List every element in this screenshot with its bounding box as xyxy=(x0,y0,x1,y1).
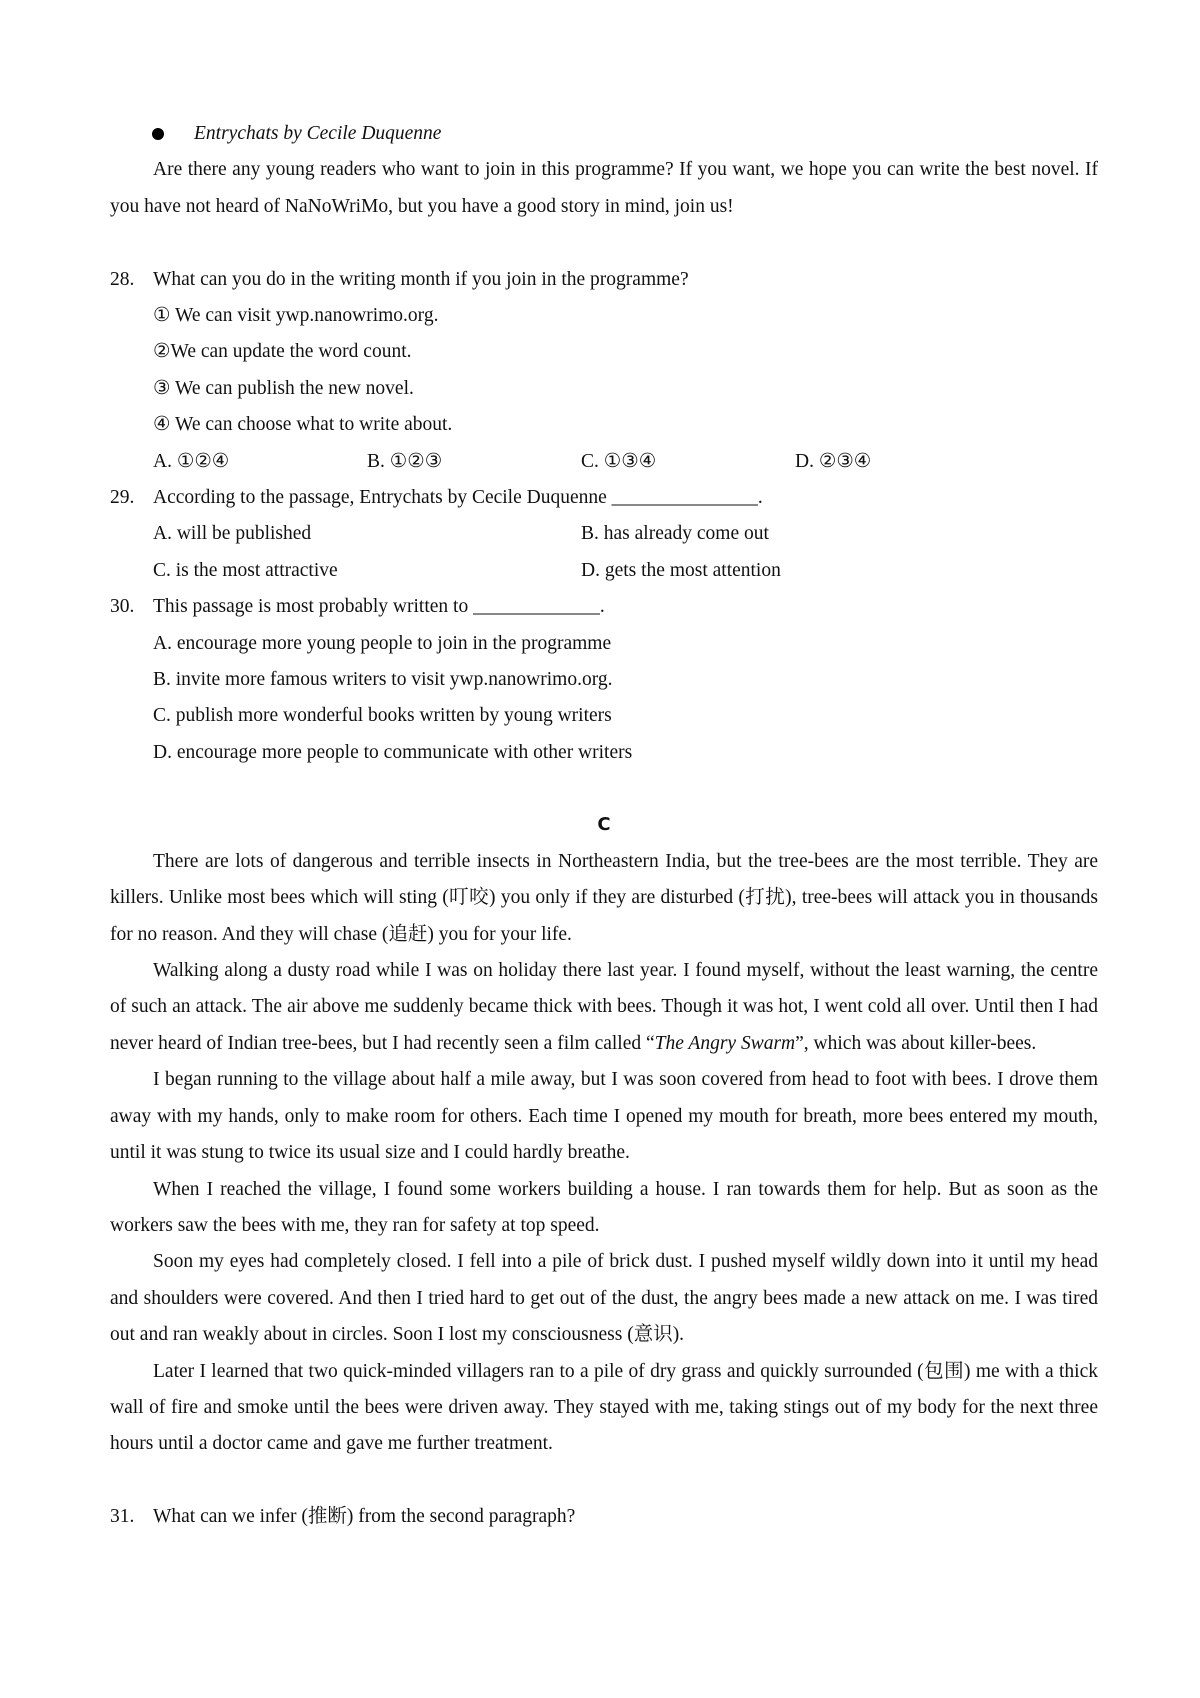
question-text: What can we infer (推断) from the second paragraph? xyxy=(153,1506,576,1528)
question-29 xyxy=(110,480,1098,516)
option-d[interactable]: D. ②③④ xyxy=(795,450,872,472)
options-row xyxy=(110,553,1098,589)
option-b[interactable]: B. has already come out xyxy=(581,523,769,545)
statement-4: ④ We can choose what to write about. xyxy=(153,414,453,436)
exam-page xyxy=(110,116,1098,1536)
film-title: The Angry Swarm xyxy=(654,1032,796,1054)
option-a[interactable]: A. ①②④ xyxy=(153,450,230,472)
question-31 xyxy=(110,1499,1098,1535)
passage-paragraph-4: When I reached the village, I found some workers building a house. I ran towards them for help. But as soon as the workers saw the bees with me, they ran for safety at top speed. xyxy=(110,1178,1098,1236)
option-c[interactable]: C. is the most attractive xyxy=(153,559,338,581)
question-text: This passage is most probably written to _____________. xyxy=(153,596,605,618)
bullet-title: Entrychats by Cecile Duquenne xyxy=(194,123,442,144)
question-number: 30. xyxy=(110,596,135,618)
option-b[interactable]: B. ①②③ xyxy=(367,450,443,472)
statement-2: ②We can update the word count. xyxy=(153,341,412,363)
paragraph-text-end: ”, which was about killer-bees. xyxy=(795,1032,1037,1054)
passage-paragraph-6: Later I learned that two quick-minded villagers ran to a pile of dry grass and quickly surrounded (包围) me with a thick wall of fire and smoke until the bees were driven away. They stayed with me, taking stings out of my body for the next three hours until a doctor came and gave me further treatment. xyxy=(110,1360,1098,1455)
options-row xyxy=(110,444,1098,480)
option-a[interactable]: A. encourage more young people to join in the programme xyxy=(153,632,612,654)
bullet-dot-icon xyxy=(152,128,164,140)
question-30 xyxy=(110,589,1098,625)
spacer xyxy=(110,1463,1098,1499)
paragraph-text: Walking along a dusty road while I was on holiday there last year. I found myself, without the least warning, the centre of such an attack. The air above me suddenly became thick with bees. Though it was hot, I went cold all over. Until then I had never heard of Indian tree-bees, but I had recently seen a film called “ xyxy=(110,960,1098,1054)
question-text: What can you do in the writing month if you join in the programme? xyxy=(153,268,689,290)
statement-1: ① We can visit ywp.nanowrimo.org. xyxy=(153,304,439,326)
statement-3: ③ We can publish the new novel. xyxy=(153,377,414,399)
question-number: 28. xyxy=(110,268,135,290)
passage-paragraph-3: I began running to the village about half a mile away, but I was soon covered from head to foot with bees. I drove them away with my hands, only to make room for others. Each time I opened my mouth for breath, more bees entered my mouth, until it was stung to twice its usual size and I could hardly breathe. xyxy=(110,1069,1098,1164)
option-d[interactable]: D. gets the most attention xyxy=(581,559,781,581)
intro-paragraph: Are there any young readers who want to join in this programme? If you want, we hope you can write the best novel. If you have not heard of NaNoWriMo, but you have a good story in mind, join us! xyxy=(110,159,1098,217)
bullet-item xyxy=(110,116,1098,152)
option-b[interactable]: B. invite more famous writers to visit ywp.nanowrimo.org. xyxy=(153,668,613,690)
option-a[interactable]: A. will be published xyxy=(153,523,312,545)
option-d[interactable]: D. encourage more people to communicate with other writers xyxy=(153,741,633,763)
spacer xyxy=(110,225,1098,261)
question-28 xyxy=(110,262,1098,298)
question-number: 31. xyxy=(110,1506,135,1528)
options-row xyxy=(110,516,1098,552)
section-heading: C xyxy=(597,814,611,836)
question-text: According to the passage, Entrychats by Cecile Duquenne _______________. xyxy=(153,486,763,508)
passage-paragraph-1: There are lots of dangerous and terrible insects in Northeastern India, but the tree-bees are the most terrible. They are killers. Unlike most bees which will sting (叮咬) you only if they are disturbed (打扰), tree-bees will attack you in thousands for no reason. And they will chase (追赶) you for your life. xyxy=(110,850,1098,945)
question-number: 29. xyxy=(110,486,135,508)
option-c[interactable]: C. ①③④ xyxy=(581,450,657,472)
spacer xyxy=(110,771,1098,807)
option-c[interactable]: C. publish more wonderful books written by young writers xyxy=(153,705,612,727)
passage-paragraph-5: Soon my eyes had completely closed. I fell into a pile of brick dust. I pushed myself wildly down into it until my head and shoulders were covered. And then I tried hard to get out of the dust, the angry bees made a new attack on me. I was tired out and ran weakly about in circles. Soon I lost my consciousness (意识). xyxy=(110,1251,1098,1346)
passage-paragraph-2 xyxy=(110,953,1098,1062)
